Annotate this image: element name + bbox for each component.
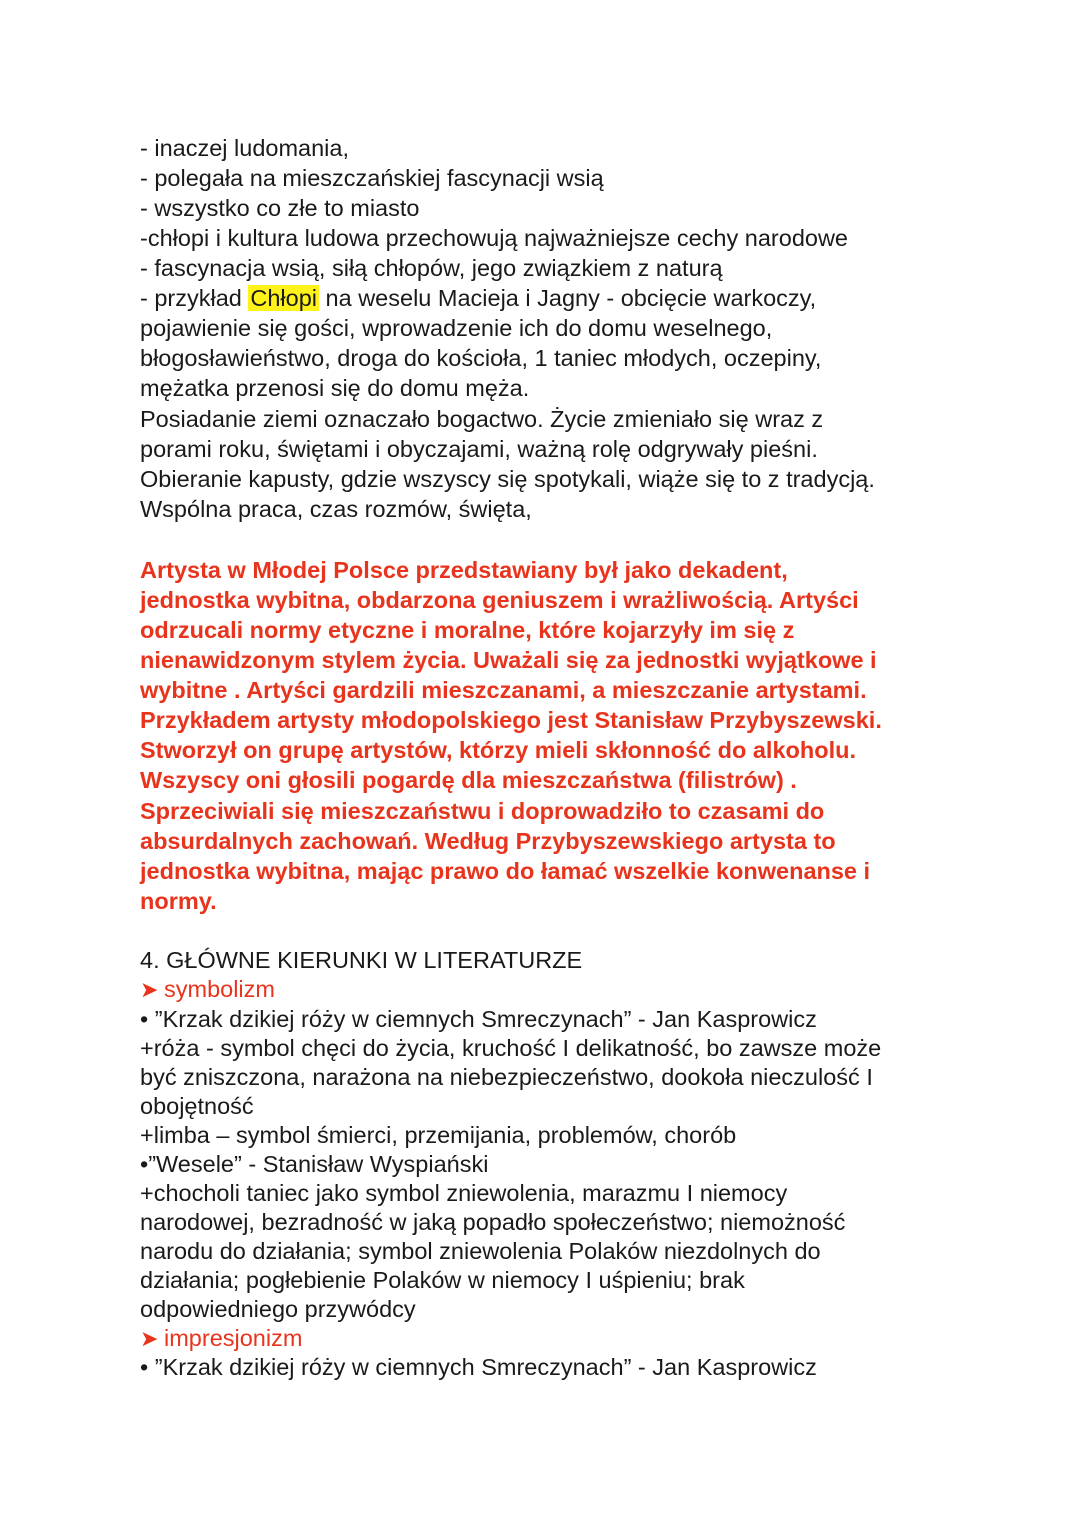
artist-line: wybitne . Artyści gardzili mieszczanami, a mieszczanie artystami. <box>140 677 867 703</box>
artist-line: normy. <box>140 888 217 914</box>
artist-line: Przykładem artysty młodopolskiego jest Stanisław Przybyszewski. <box>140 707 882 733</box>
artist-line: Sprzeciwiali się mieszczaństwu i doprowadziło to czasami do <box>140 798 825 824</box>
arrow-icon: ➤ <box>140 1326 159 1351</box>
artist-line: jednostka wybitna, mając prawo do łamać wszelkie konwenanse i <box>140 858 871 884</box>
section-line: narodowej, bezradność w jaką popadło społeczeństwo; niemożność <box>140 1209 846 1235</box>
section-line: +róża - symbol chęci do życia, kruchość I delikatność, bo zawsze może <box>140 1035 882 1061</box>
artist-line: Wszyscy oni głosili pogardę dla mieszczaństwa (filistrów) . <box>140 767 797 793</box>
note-line: Obieranie kapusty, gdzie wszyscy się spotykali, wiąże się to z tradycją. <box>140 466 875 492</box>
section-line: +chocholi taniec jako symbol zniewolenia, marazmu I niemocy <box>140 1180 788 1206</box>
note-line: błogosławieństwo, droga do kościoła, 1 taniec młodych, oczepiny, <box>140 345 822 371</box>
note-line-example <box>140 283 816 313</box>
note-line: mężatka przenosi się do domu męża. <box>140 375 530 401</box>
note-line: - inaczej ludomania, <box>140 135 349 161</box>
artist-line: jednostka wybitna, obdarzona geniuszem i wrażliwością. Artyści <box>140 587 859 613</box>
subheading-label: impresjonizm <box>164 1325 303 1351</box>
arrow-icon: ➤ <box>140 977 159 1002</box>
note-line: Posiadanie ziemi oznaczało bogactwo. Życie zmieniało się wraz z <box>140 406 824 432</box>
artist-line: Artysta w Młodej Polsce przedstawiany był jako dekadent, <box>140 557 788 583</box>
note-line: pojawienie się gości, wprowadzenie ich do domu weselnego, <box>140 315 773 341</box>
artist-line: Stworzył on grupę artystów, którzy mieli skłonność do alkoholu. <box>140 737 856 763</box>
section-line: +limba – symbol śmierci, przemijania, problemów, chorób <box>140 1122 737 1148</box>
note-line: porami roku, świętami i obyczajami, ważną rolę odgrywały pieśni. <box>140 436 818 462</box>
note-line: -chłopi i kultura ludowa przechowują najważniejsze cechy narodowe <box>140 225 848 251</box>
section-line: • ”Krzak dzikiej róży w ciemnych Smreczynach” - Jan Kasprowicz <box>140 1354 817 1380</box>
note-line: - fascynacja wsią, siłą chłopów, jego związkiem z naturą <box>140 255 723 281</box>
subheading-impresjonizm <box>140 1323 302 1354</box>
note-line: - polegała na mieszczańskiej fascynacji wsią <box>140 165 604 191</box>
section-line: • ”Krzak dzikiej róży w ciemnych Smreczynach” - Jan Kasprowicz <box>140 1006 817 1032</box>
section-line: działania; pogłebienie Polaków w niemocy I uśpieniu; brak <box>140 1267 745 1293</box>
note-line: - wszystko co złe to miasto <box>140 195 420 221</box>
section-heading: 4. GŁÓWNE KIERUNKI W LITERATURZE <box>140 947 583 973</box>
subheading-label: symbolizm <box>164 976 275 1002</box>
artist-line: absurdalnych zachowań. Według Przybyszewskiego artysta to <box>140 828 836 854</box>
section-line: odpowiedniego przywódcy <box>140 1296 416 1322</box>
highlighted-word: Chłopi <box>250 285 318 311</box>
note-line: Wspólna praca, czas rozmów, święta, <box>140 496 532 522</box>
artist-line: odrzucali normy etyczne i moralne, które kojarzyły im się z <box>140 617 795 643</box>
note-prefix: - przykład <box>140 285 249 311</box>
section-line: być zniszczona, narażona na niebezpieczeństwo, dookoła nieczulość I <box>140 1064 873 1090</box>
section-line: obojętność <box>140 1093 254 1119</box>
section-line: narodu do działania; symbol zniewolenia Polaków niezdolnych do <box>140 1238 821 1264</box>
artist-line: nienawidzonym stylem życia. Uważali się za jednostki wyjątkowe i <box>140 647 877 673</box>
note-suffix: na weselu Macieja i Jagny - obcięcie warkoczy, <box>319 285 817 311</box>
subheading-symbolizm <box>140 974 275 1005</box>
section-line: •”Wesele” - Stanisław Wyspiański <box>140 1151 489 1177</box>
